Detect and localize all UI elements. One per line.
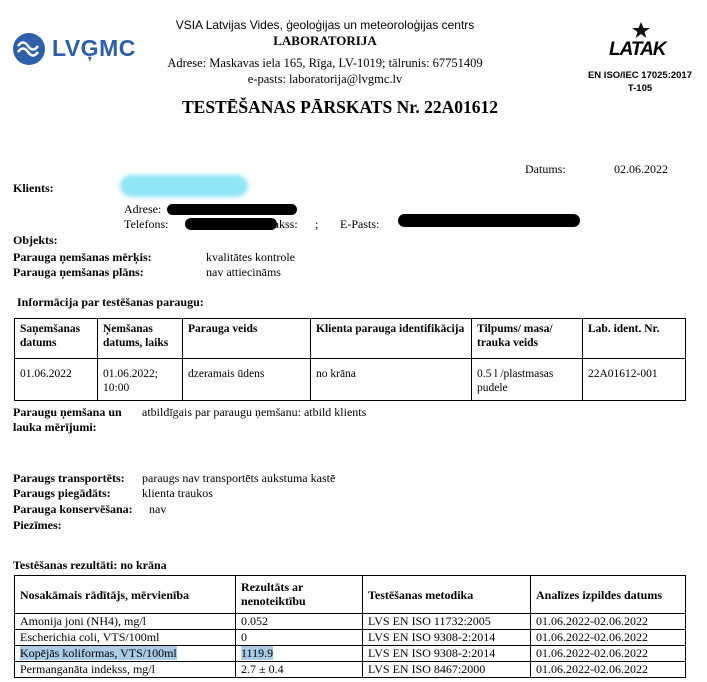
- table-cell: 01.06.2022-02.06.2022: [531, 662, 686, 678]
- table-row: [15, 614, 686, 630]
- column-header: Testēšanas metodika: [363, 576, 531, 614]
- table-cell: Permanganāta indekss, mg/l: [15, 662, 236, 678]
- lab-email: e-pasts: laboratorija@lvgmc.lv: [247, 72, 403, 86]
- delivered-label: Paraugs piegādāts:: [13, 486, 111, 500]
- table-cell: 2.7 ± 0.4: [236, 662, 363, 678]
- column-header: Rezultāts ar nenoteiktību: [236, 576, 363, 614]
- report-title: TESTĒŠANAS PĀRSKATS Nr. 22A01612: [181, 97, 499, 117]
- column-header: Parauga veids: [183, 319, 311, 359]
- object-label: Objekts:: [13, 233, 58, 247]
- table-cell: LVS EN ISO 9308-2:2014: [363, 630, 531, 646]
- sample-table-header-row: [15, 319, 686, 359]
- client-semicolon: ;: [315, 217, 319, 231]
- transport-value: paraugs nav transportēts aukstuma kastē: [142, 471, 336, 485]
- table-cell: 01.06.2022-02.06.2022: [531, 646, 686, 662]
- lvgmc-logo-text: LVĢMC: [52, 35, 136, 61]
- client-email-label: E-Pasts:: [340, 217, 380, 231]
- redaction-bar: [167, 204, 297, 215]
- purpose-value: kvalitātes kontrole: [206, 250, 295, 264]
- org-name: VSIA Latvijas Vides, ģeoloģijas un meteoroloģijas centrs: [175, 18, 475, 32]
- sample-table: [14, 318, 686, 401]
- transport-label: Paraugs transportēts:: [13, 471, 125, 485]
- notes-label: Piezīmes:: [13, 518, 62, 532]
- accreditation-number: T-105: [627, 83, 653, 94]
- redaction-bar: [398, 214, 580, 227]
- column-header: Tilpums/ masa/ trauka veids: [472, 319, 583, 359]
- latak-star-icon: [631, 22, 651, 38]
- table-row: [15, 646, 686, 662]
- table-cell: 0.052: [236, 614, 363, 630]
- highlighted-text: 1119.9: [241, 646, 274, 660]
- delivered-value: klienta traukos: [142, 486, 213, 500]
- column-header: Ņemšanas datums, laiks: [98, 319, 183, 359]
- latak-logo-text: LATAK: [609, 39, 666, 60]
- table-cell: [15, 646, 236, 662]
- results-title: Testēšanas rezultāti: no krāna: [13, 558, 167, 572]
- client-fax-label: Fakss:: [267, 217, 298, 231]
- client-phone-label: Telefons:: [124, 217, 169, 231]
- table-cell: 01.06.2022: [15, 359, 98, 401]
- table-cell: 01.06.2022-02.06.2022: [531, 614, 686, 630]
- redaction-bar: [185, 218, 277, 230]
- preserved-label: Parauga konservēšana:: [13, 502, 133, 516]
- column-header: Saņemšanas datums: [15, 319, 98, 359]
- column-header: Lab. ident. Nr.: [583, 319, 686, 359]
- table-row: [15, 630, 686, 646]
- table-cell: 01.06.2022; 10:00: [98, 359, 183, 401]
- highlighted-text: Kopējās koliformas, VTS/100ml: [20, 646, 177, 660]
- table-cell: 0.5 l /plastmasas pudele: [472, 359, 583, 401]
- client-label: Klients:: [13, 181, 54, 195]
- results-table-header-row: [15, 576, 686, 614]
- table-cell: Amonija joni (NH4), mg/l: [15, 614, 236, 630]
- plan-label: Parauga ņemšanas plāns:: [13, 265, 144, 279]
- date-label: Datums:: [525, 162, 566, 176]
- table-cell: 22A01612-001: [583, 359, 686, 401]
- client-address-label: Adrese:: [124, 202, 162, 216]
- table-cell: Escherichia coli, VTS/100ml: [15, 630, 236, 646]
- plan-value: nav attiecināms: [206, 265, 281, 279]
- table-cell: no krāna: [311, 359, 472, 401]
- date-value: 02.06.2022: [614, 162, 668, 176]
- preserved-value: nav: [149, 502, 167, 516]
- lab-address: Adrese: Maskavas iela 165, Rīga, LV-1019; tālrunis: 67751409: [167, 56, 483, 70]
- table-row: [15, 662, 686, 678]
- table-cell: LVS EN ISO 8467:2000: [363, 662, 531, 678]
- column-header: Analīzes izpildes datums: [531, 576, 686, 614]
- purpose-label: Parauga ņemšanas mērķis:: [13, 250, 152, 264]
- accreditation-standard: EN ISO/IEC 17025:2017: [587, 70, 693, 81]
- sampling-value: atbildīgais par paraugu ņemšanu: atbild klients: [142, 405, 367, 419]
- table-cell: dzeramais ūdens: [183, 359, 311, 401]
- column-header: Nosakāmais rādītājs, mērvienība: [15, 576, 236, 614]
- table-row: [15, 359, 686, 401]
- table-cell: LVS EN ISO 11732:2005: [363, 614, 531, 630]
- sampling-label: Paraugu ņemšana un lauka mērījumi:: [13, 405, 122, 434]
- column-header: Klienta parauga identifikācija: [311, 319, 472, 359]
- table-cell: 0: [236, 630, 363, 646]
- sample-info-title: Informācija par testēšanas paraugu:: [17, 295, 204, 309]
- results-table: [14, 575, 686, 678]
- lvgmc-logo-icon: [12, 32, 46, 66]
- table-cell: [236, 646, 363, 662]
- latak-logo: [605, 22, 675, 64]
- lab-name: LABORATORIJA: [273, 33, 377, 48]
- table-cell: 01.06.2022-02.06.2022: [531, 630, 686, 646]
- table-cell: LVS EN ISO 9308-2:2014: [363, 646, 531, 662]
- redaction-blur: [120, 175, 248, 197]
